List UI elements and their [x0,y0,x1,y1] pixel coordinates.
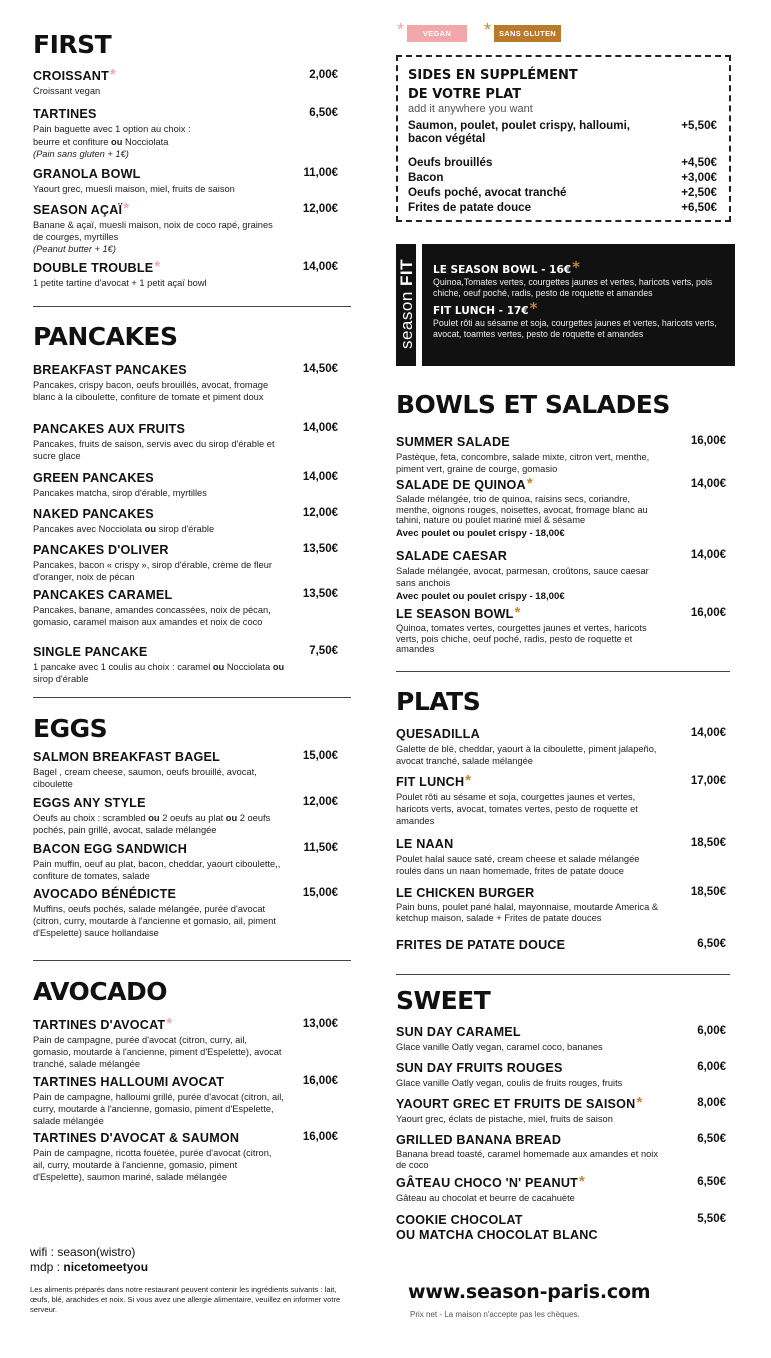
item-description: Pain de campagne, ricotta fouétée, purée d'avocat (citron, ail, curry, moutarde à l'ancienne, gomasio, piment d'Espelette), saumon mariné, salade mélangée [33,1148,272,1182]
vegan-star-icon: * [154,258,161,275]
item-extra: Avec poulet ou poulet crispy - 18,00€ [396,591,565,602]
section-divider [396,671,730,672]
gluten-free-star-icon: * [572,258,580,276]
item-name: YAOURT GREC ET FRUITS DE SAISON [396,1097,636,1111]
item-description: Bagel , cream cheese, saumon, oeufs brouillé, avocat, ciboulette [33,767,257,789]
item-price: 16,00€ [690,607,726,619]
item-name: SALMON BREAKFAST BAGEL [33,750,221,764]
item-name: GRANOLA BOWL [33,167,141,181]
sides-title-line2: DE VOTRE PLAT [408,87,522,102]
item-description: Pancakes, crispy bacon, oeufs brouillés, avocat, fromage blanc à la ciboulette, confiture de tomate et piment doux [33,380,269,402]
item-description: Glace vanille Oatly vegan, coulis de fruits rouges, fruits [396,1078,623,1088]
item-name: SALADE CAESAR [396,549,508,563]
item-price: 5,50€ [697,1213,726,1225]
item-name: COOKIE CHOCOLAT [396,1213,523,1227]
menu-item [396,1025,726,1053]
item-description: Pancakes avec Nocciolata ou sirop d'érable [33,524,215,534]
item-price: 6,50€ [697,938,726,950]
menu-item [33,588,338,628]
item-description: Oeufs au choix : scrambled ou 2 oeufs au plat ou 2 oeufs pochés, pain grillé, avocat, salade mélangée [33,813,271,835]
item-price: 6,50€ [697,1133,726,1145]
item-name: AVOCADO BÉNÉDICTE [33,887,177,901]
menu-item [33,507,338,535]
vegan-star-icon: * [166,1015,173,1032]
item-price: 18,50€ [690,886,726,898]
menu-item [396,886,726,923]
menu-item [33,1075,338,1127]
item-price: 2,00€ [309,69,338,81]
section-title-bowls: BOWLS ET SALADES [396,390,670,419]
item-name: SALADE DE QUINOA [396,478,526,492]
item-price: 14,00€ [690,549,726,561]
sides-title: SIDES EN SUPPLÉMENT [408,68,578,83]
menu-item [33,645,338,685]
item-price: 13,50€ [302,588,338,600]
item-price: 6,00€ [697,1061,726,1073]
item-name: SEASON AÇAÏ [33,203,123,217]
item-name: SUMMER SALADE [396,435,510,449]
item-price: 13,00€ [302,1018,338,1030]
item-price: 16,00€ [302,1131,338,1143]
menu-item [396,837,726,877]
section-divider [33,697,351,698]
item-name: PANCAKES AUX FRUITS [33,422,186,436]
item-name: EGGS ANY STYLE [33,796,146,810]
item-description: Pancakes, fruits de saison, servis avec du sirop d'érable et sucre glace [33,439,275,461]
price-note: Prix net - La maison n'accepte pas les chèques. [410,1310,580,1319]
sides-box [396,55,731,222]
item-description: Pain de campagne, halloumi grillé, purée d'avocat (citron, ail, curry, moutarde à l'ancienne, gomasio, piment d'Espelette, salade mélangée [33,1092,284,1126]
menu-item [33,750,338,790]
sides-row: Frites de patate douce +6,50€ [408,201,717,214]
sides-row: Oeufs brouillés +4,50€ [408,156,717,169]
item-description: Banana bread toasté, caramel homemade aux amandes et noix de coco [396,1149,659,1170]
menu-item [396,938,726,953]
item-price: 15,00€ [302,750,338,762]
item-price: 14,00€ [302,422,338,434]
item-description: Salade mélangée, avocat, parmesan, croûtons, sauce caesar sans anchois [396,566,649,588]
item-name: BACON EGG SANDWICH [33,842,188,856]
item-name: FIT LUNCH - 17€ [433,305,529,317]
item-description: Yaourt grec, muesli maison, miel, fruits de saison [33,184,235,194]
menu-item [33,167,338,195]
item-name: CROISSANT [33,69,109,83]
vegan-star-icon: * [109,66,117,83]
item-description: Poulet halal sauce saté, cream cheese et salade mélangée roulés dans un naan homemade, frites de patate douce [396,854,640,876]
item-price: 16,00€ [690,435,726,447]
item-name: LE NAAN [396,837,454,851]
section-title-eggs: EGGS [33,714,108,743]
menu-item [396,772,726,827]
item-description: Muffins, oeufs pochés, salade mélangée, purée d'avocat (citron, curry, moutarde à l'ancienne et gomasio, ail, piment d'Espelette) sauce hollandaise [33,904,276,938]
menu-item [396,727,726,767]
gluten-free-star-icon: * [465,772,472,789]
menu-item [33,796,338,836]
item-name-line2: OU MATCHA CHOCOLAT BLANC [396,1228,598,1242]
item-price: 14,50€ [302,363,338,375]
item-name: LE SEASON BOWL [396,607,514,621]
item-description: Salade mélangée, trio de quinoa, raisins secs, coriandre, menthe, oignons rouges, noisettes, avocat, fromage blanc au tahini, nature ou poulet mariné miel & sésame [396,494,648,525]
item-price: 16,00€ [302,1075,338,1087]
item-price: 8,00€ [697,1097,726,1109]
item-name: FIT LUNCH [396,775,465,789]
item-name: TARTINES [33,107,97,121]
menu-item [33,200,338,255]
item-name: GRILLED BANANA BREAD [396,1133,562,1147]
item-price: 7,50€ [309,645,338,657]
item-description: Quinoa, tomates vertes, courgettes jaunes et vertes, haricots verts, pois chiche, oeuf poché, radis, pesto de roquette et amandes [396,623,647,654]
item-description: Pain de campagne, purée d'avocat (citron, curry, ail, gomasio, moutarde à l'ancienne, piment d'Espelette), avocat tranché, salade mélangée [33,1035,282,1069]
item-extra: Avec poulet ou poulet crispy - 18,00€ [396,527,565,539]
item-description: 1 pancake avec 1 coulis au choix : caramel ou Nocciolata ou sirop d'érable [33,662,285,684]
item-name: GÂTEAU CHOCO 'N' PEANUT [396,1176,579,1190]
menu-item [396,1213,726,1243]
item-price: 11,50€ [303,842,338,854]
sides-row: Saumon, poulet, poulet crispy, halloumi, bacon végétal +5,50€ [408,119,717,145]
menu-item [396,604,726,655]
item-description: Pancakes matcha, sirop d'érable, myrtilles [33,488,207,498]
sides-subtitle: add it anywhere you want [408,103,533,115]
item-name: DOUBLE TROUBLE [33,261,154,275]
item-description: 1 petite tartine d'avocat + 1 petit açaï bowl [33,278,207,288]
item-price: 14,00€ [690,727,726,739]
item-price: 12,00€ [302,796,338,808]
section-title-sweet: SWEET [396,986,491,1015]
item-description: Pain baguette avec 1 option au choix : [33,124,191,134]
item-price: 6,00€ [697,1025,726,1037]
item-description: Pastèque, feta, concombre, salade mixte, citron vert, menthe, piment vert, graine de courge, gomasio [396,452,650,474]
gluten-free-star-icon: * [636,1094,643,1111]
section-title-plats: PLATS [396,687,481,716]
menu-item [396,475,726,540]
menu-item [33,363,338,403]
item-price: 6,50€ [697,1176,726,1188]
sides-row: Bacon +3,00€ [408,171,717,184]
season-fit-side-label: season FIT [396,244,416,366]
website-link[interactable]: www.season-paris.com [408,1281,651,1303]
wifi-name: season(wistro) [57,1245,136,1259]
menu-item [396,1061,726,1089]
item-description: Quinoa,Tomates vertes, courgettes jaunes et vertes, haricots verts, pois chiche, oeuf poché, radis, pesto de roquette et amandes [433,277,713,298]
section-title-first: FIRST [33,30,112,59]
season-fit-items [422,244,735,366]
item-name: TARTINES D'AVOCAT [33,1018,166,1032]
season-fit-block [396,244,735,366]
allergy-notice: Les aliments préparés dans notre restaurant peuvent contenir les ingrédients suivants : lait, œufs, blé, arachides et noix. Si vous avez une allergie alimentaire, veuillez en informer votre serveur. [30,1285,341,1314]
item-name: SINGLE PANCAKE [33,645,148,659]
item-name: PANCAKES D'OLIVER [33,543,169,557]
gluten-free-star-icon: * [484,20,492,40]
item-price: 12,00€ [302,203,338,215]
item-description: Poulet rôti au sésame et soja, courgettes jaunes et vertes, haricots verts, avocat, tomates vertes, pesto de roquette et amandes [396,792,638,826]
item-description: Poulet rôti au sésame et soja, courgettes jaunes et vertes, haricots verts, avocat, toamtes vertes, pesto de roquette et amandes [433,318,717,339]
gluten-free-star-icon: * [514,604,521,621]
item-name: SUN DAY FRUITS ROUGES [396,1061,563,1075]
sides-row: Oeufs poché, avocat tranché +2,50€ [408,186,717,199]
item-price: 12,00€ [302,507,338,519]
item-name: GREEN PANCAKES [33,471,154,485]
item-name: PANCAKES CARAMEL [33,588,173,602]
menu-item [33,471,338,499]
vegan-star-icon: * [123,200,130,217]
item-name: FRITES DE PATATE DOUCE [396,938,566,952]
menu-item [396,1133,726,1170]
item-price: 14,00€ [690,478,726,490]
item-price: 18,50€ [690,837,726,849]
gluten-free-star-icon: * [529,299,538,317]
menu-item [33,887,338,939]
item-price: 14,00€ [302,261,338,273]
item-name: TARTINES HALLOUMI AVOCAT [33,1075,225,1089]
item-price: 11,00€ [303,167,338,179]
item-name: TARTINES D'AVOCAT & SAUMON [33,1131,240,1145]
item-description: Pancakes, banane, amandes concassées, noix de pécan, gomasio, caramel maison aux amandes et noix de coco [33,605,271,627]
item-name: NAKED PANCAKES [33,507,154,521]
item-description: Croissant vegan [33,86,101,96]
item-name: BREAKFAST PANCAKES [33,363,187,377]
section-divider [33,960,351,961]
section-title-avocado: AVOCADO [33,977,168,1006]
gluten-free-star-icon: * [526,475,533,492]
item-note: (Peanut butter + 1€) [33,244,116,254]
item-description: Pain buns, poulet pané halal, mayonnaise, moutarde America & ketchup maison, salade + Frites de patate douces [396,902,659,923]
menu-item [396,435,726,475]
menu-item [33,422,338,462]
menu-item [33,1131,338,1183]
item-description: Glace vanille Oatly vegan, caramel coco, bananes [396,1042,603,1052]
item-name: QUESADILLA [396,727,480,741]
menu-item [396,1094,726,1125]
item-description: Gâteau au chocolat et beurre de cacahuète [396,1193,575,1203]
item-price: 14,00€ [302,471,338,483]
item-note: (Pain sans gluten + 1€) [33,149,129,159]
vegan-badge: VEGAN [407,25,467,42]
wifi-password: nicetomeetyou [63,1260,149,1274]
item-description: Banane & açaï, muesli maison, noix de coco rapé, graines de courges, myrtilles [33,220,273,242]
menu-item [33,107,338,160]
item-name: LE SEASON BOWL - 16€ [433,264,572,276]
item-name: LE CHICKEN BURGER [396,886,535,900]
item-description: Yaourt grec, éclats de pistache, miel, fruits de saison [396,1114,613,1124]
menu-item [33,543,338,583]
gluten-free-star-icon: * [579,1173,586,1190]
wifi-info: wifi : season(wistro) mdp : nicetomeetyou [30,1245,149,1274]
menu-item [33,66,338,97]
menu-item [396,549,726,603]
menu-item [33,258,338,289]
vegan-star-icon: * [397,20,405,40]
section-title-pancakes: PANCAKES [33,322,178,351]
item-price: 13,50€ [302,543,338,555]
section-divider [396,974,730,975]
menu-item [33,1015,338,1070]
item-name: SUN DAY CARAMEL [396,1025,521,1039]
item-description: Pain muffin, oeuf au plat, bacon, cheddar, yaourt ciboulette,, confiture de tomates, salade [33,859,281,881]
item-description: Galette de blé, cheddar, yaourt à la ciboulette, piment jalapeño, avocat tranché, salade mélangée [396,744,657,766]
item-description-line: beurre et confiture ou Nocciolata [33,137,169,147]
menu-item [396,1173,726,1204]
gluten-free-badge: SANS GLUTEN [494,25,561,42]
item-price: 17,00€ [690,775,726,787]
item-price: 6,50€ [309,107,338,119]
item-description: Pancakes, bacon « crispy », sirop d'érable, crème de fleur d'oranger, noix de pécan [33,560,272,582]
section-divider [33,306,351,307]
menu-item [33,842,338,882]
item-price: 15,00€ [302,887,338,899]
